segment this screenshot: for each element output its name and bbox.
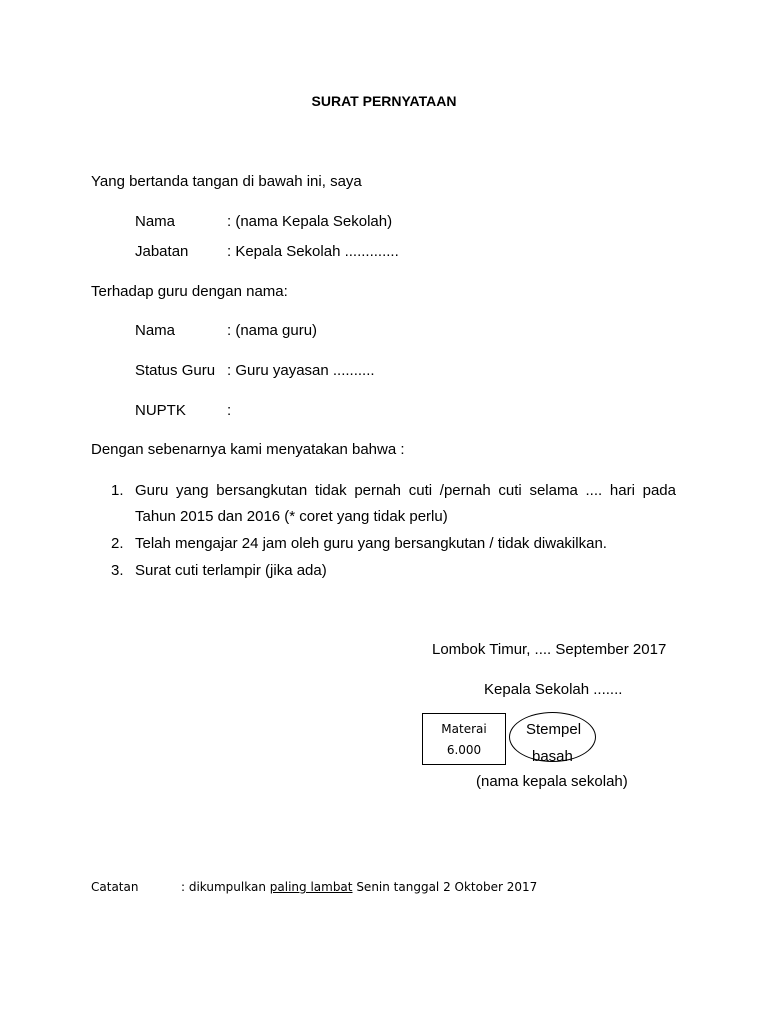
document-title: SURAT PERNYATAAN [311, 93, 457, 109]
item-number-3: 3. [111, 562, 124, 579]
signer-name-value: : (nama Kepala Sekolah) [227, 213, 393, 230]
item-3-text: Surat cuti terlampir (jika ada) [135, 562, 327, 579]
teacher-status-value: : Guru yayasan .......... [227, 362, 375, 379]
teacher-name-label: Nama [135, 322, 176, 339]
catatan-prefix: : dikumpulkan [181, 880, 270, 894]
place-date: Lombok Timur, .... September 2017 [432, 641, 667, 658]
materai-label: Materai [441, 722, 487, 736]
catatan-emphasis: paling lambat [269, 880, 353, 894]
item-number-1: 1. [111, 482, 124, 499]
signer-position-label: Jabatan [135, 243, 189, 260]
intro-text: Yang bertanda tangan di bawah ini, saya [91, 173, 362, 190]
teacher-status-label: Status Guru [135, 362, 216, 379]
teacher-nuptk-value: : [227, 402, 232, 419]
stempel-label-2: basah [532, 748, 573, 765]
signer-position-value: : Kepala Sekolah ............. [227, 243, 399, 260]
item-1-line-1: Guru yang bersangkutan tidak pernah cuti /pernah cuti selama .... hari pada [135, 482, 676, 499]
teacher-name-value: : (nama guru) [227, 322, 318, 339]
item-number-2: 2. [111, 535, 124, 552]
catatan-label: Catatan [91, 880, 139, 894]
stempel-label-1: Stempel [526, 721, 582, 738]
catatan-text [181, 880, 537, 894]
catatan-suffix: Senin tanggal 2 Oktober 2017 [352, 880, 538, 894]
materai-box [422, 713, 506, 765]
item-2-text: Telah mengajar 24 jam oleh guru yang bersangkutan / tidak diwakilkan. [135, 535, 607, 552]
statement-intro-text: Dengan sebenarnya kami menyatakan bahwa : [91, 441, 405, 458]
signer-name-label: Nama [135, 213, 176, 230]
signer-name-placeholder: (nama kepala sekolah) [476, 773, 628, 790]
teacher-intro-text: Terhadap guru dengan nama: [91, 283, 288, 300]
teacher-nuptk-label: NUPTK [135, 402, 186, 419]
signer-position: Kepala Sekolah ....... [484, 681, 623, 698]
item-1-line-2: Tahun 2015 dan 2016 (* coret yang tidak perlu) [135, 508, 448, 525]
materai-value: 6.000 [446, 743, 482, 757]
